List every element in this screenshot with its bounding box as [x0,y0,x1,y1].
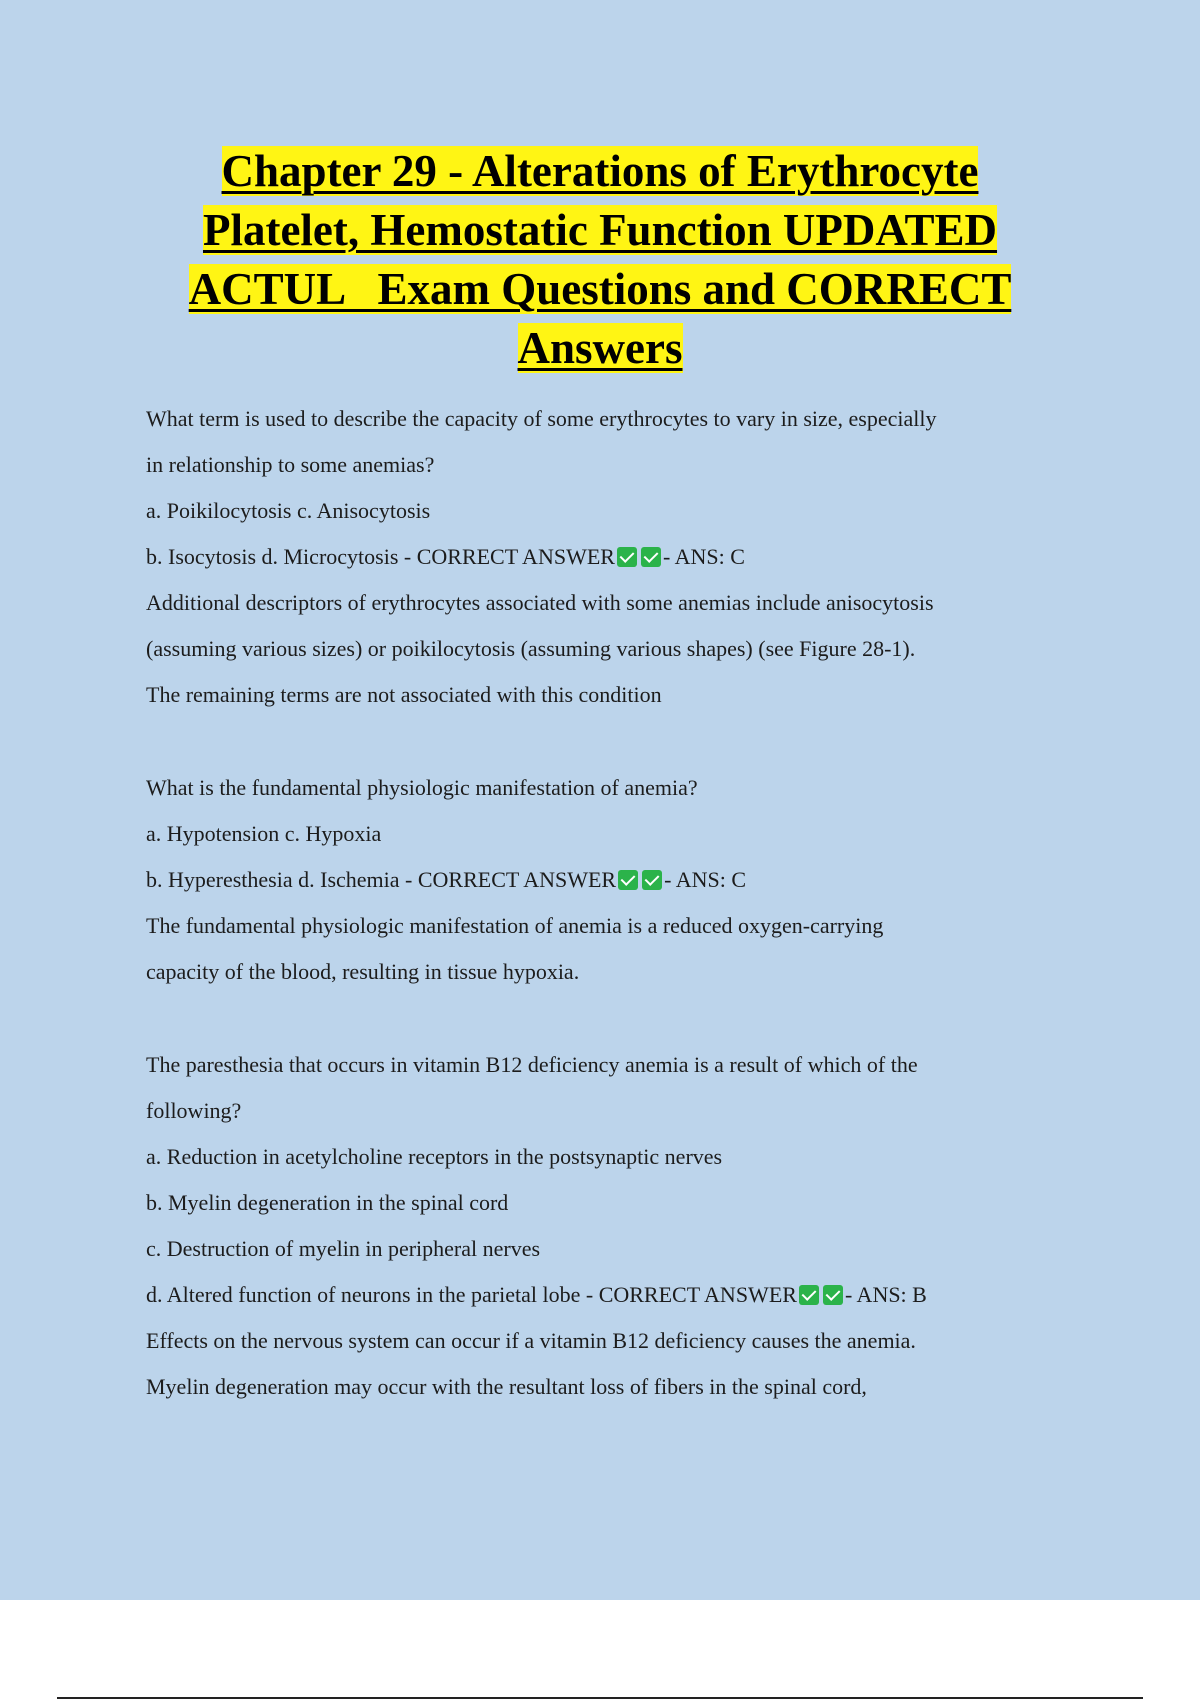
spacer [146,718,1046,765]
footer-divider [57,1697,1143,1699]
q3-option-d-text: d. Altered function of neurons in the parietal lobe - CORRECT ANSWER [146,1282,797,1307]
q2-rationale-line-2: capacity of the blood, resulting in tissue hypoxia. [146,959,580,984]
check-box-icon [823,1285,843,1305]
q2-options-a-c: a. Hypotension c. Hypoxia [146,821,382,846]
q2-answer: - ANS: C [664,867,747,892]
question-list [146,396,1046,1410]
title-line-2: Platelet, Hemostatic Function UPDATED [202,205,998,255]
q3-rationale-line-2: Myelin degeneration may occur with the resultant loss of fibers in the spinal cord, [146,1374,867,1399]
q3-option-a: a. Reduction in acetylcholine receptors in the postsynaptic nerves [146,1144,723,1169]
check-box-icon [799,1285,819,1305]
q1-question-line-1: What term is used to describe the capacity of some erythrocytes to vary in size, especially [146,406,937,431]
spacer [146,995,1046,1042]
q1-question-line-2: in relationship to some anemias? [146,452,435,477]
q2-rationale-line-1: The fundamental physiologic manifestation of anemia is a reduced oxygen-carrying [146,913,884,938]
q3-rationale-line-1: Effects on the nervous system can occur if a vitamin B12 deficiency causes the anemia. [146,1328,916,1353]
q1-rationale-line-1: Additional descriptors of erythrocytes associated with some anemias include anisocytosis [146,590,934,615]
q3-question-line-1: The paresthesia that occurs in vitamin B12 deficiency anemia is a result of which of the [146,1052,918,1077]
check-box-icon [617,547,637,567]
q1-options-b-d [146,534,1046,580]
q3-answer: - ANS: B [844,1282,927,1307]
title-line-4: Answers [517,323,683,373]
q3-question-line-2: following? [146,1098,242,1123]
check-box-icon [641,547,661,567]
document-title [120,142,1080,378]
q3-option-b: b. Myelin degeneration in the spinal cord [146,1190,509,1215]
q1-options-a-c: a. Poikilocytosis c. Anisocytosis [146,498,431,523]
q3-option-c: c. Destruction of myelin in peripheral nerves [146,1236,541,1261]
q1-answer: - ANS: C [662,544,745,569]
q3-option-d [146,1272,1046,1318]
q2-options-b-d-text: b. Hyperesthesia d. Ischemia - CORRECT ANSWER [146,867,617,892]
q2-question-line-1: What is the fundamental physiologic manifestation of anemia? [146,775,698,800]
check-box-icon [642,870,662,890]
title-line-3: ACTUL Exam Questions and CORRECT [188,264,1012,314]
q1-rationale-line-3: The remaining terms are not associated with this condition [146,682,662,707]
title-line-1: Chapter 29 - Alterations of Erythrocyte [221,146,979,196]
q1-rationale-line-2: (assuming various sizes) or poikilocytosis (assuming various shapes) (see Figure 28-1). [146,636,916,661]
check-box-icon [618,870,638,890]
q2-options-b-d [146,857,1046,903]
q1-options-b-d-text: b. Isocytosis d. Microcytosis - CORRECT ANSWER [146,544,615,569]
